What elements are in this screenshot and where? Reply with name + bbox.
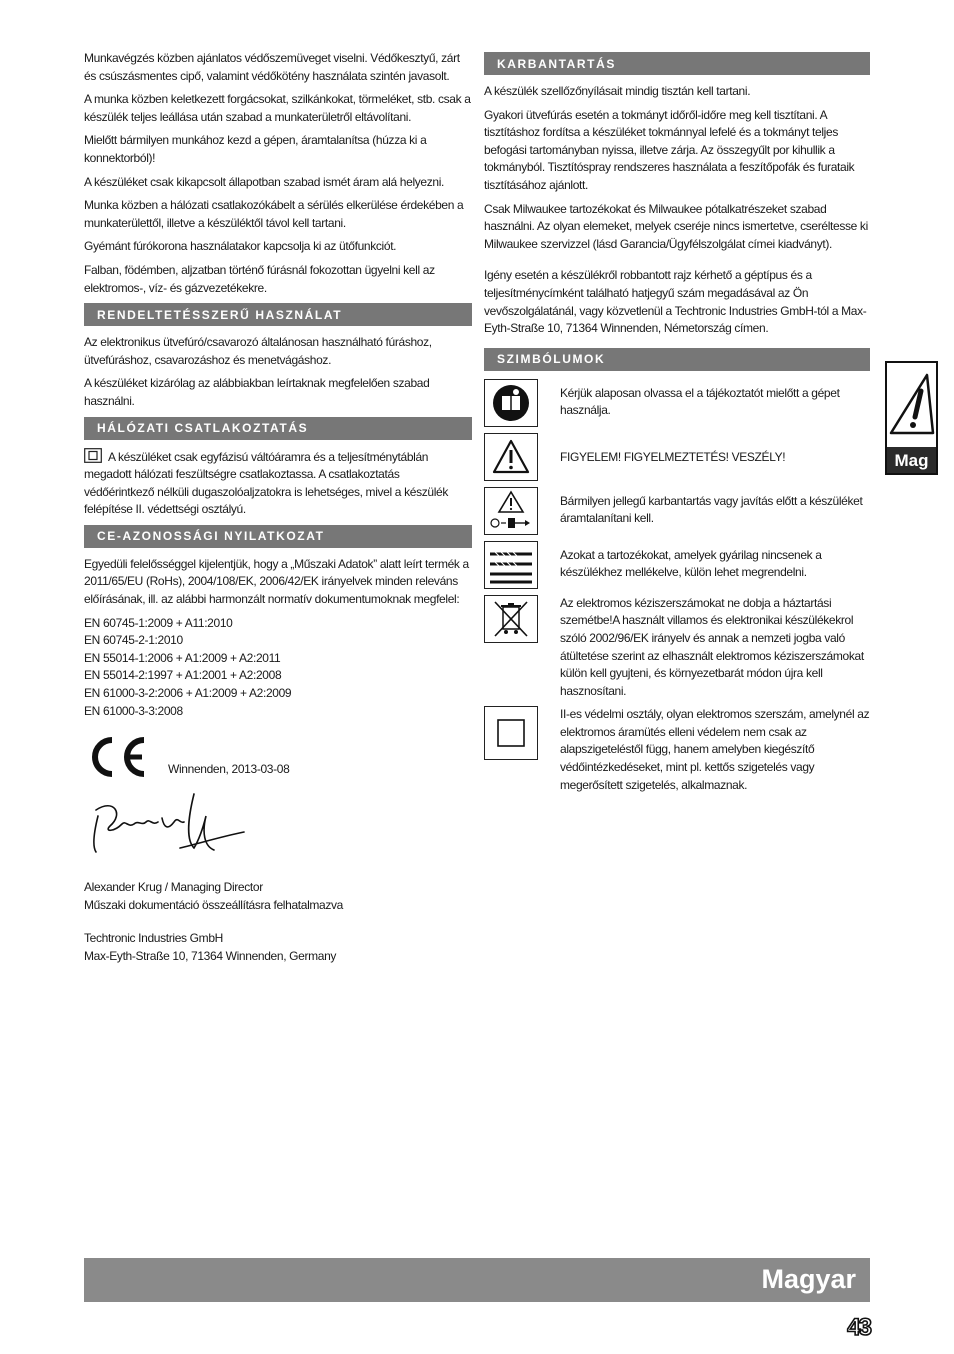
symbol-text: Az elektromos kéziszerszámokat ne dobja a háztartási szemétbe!A használt villamos és elektronikai készülékekrol szóló 2002/96/EK irányelv és annak a nemzeti jogba való átültetése szerint az elhasznált elektromos kéziszerszámokat külön kell gyujteni, és környezetbarát módon újra kell hasznosítani.	[560, 595, 864, 698]
symbol-text: II-es védelmi osztály, olyan elektromos szerszám, amelynél az elektromos áramütés elleni védelem nem csak az alapszigeteléstől függ, hanem amelyben kiegészítő védőintézkedéseket, mint pl. kettős szigetelés vagy megerősített szigetelés, alkalmaznak.	[560, 707, 870, 792]
standard-item: EN 61000-3-2:2006 + A1:2009 + A2:2009	[84, 686, 292, 701]
class-ii-small-icon	[84, 448, 102, 463]
section-heading-intended-use: RENDELTETÉSSZERŰ HASZNÁLAT	[84, 303, 472, 326]
paragraph: Gyakori ütvefúrás esetén a tokmányt időről-időre meg kell tisztítani. A tisztításhoz fordítsa a készüléket tokmánnyal lefelé és a tokmányt teljes befogási tartományban nyissa, illetve zárja. Az összegyűlt por kihullik a tokmányból. Tisztítóspray rendszeres használata a feszítőpofák és furataik tisztításához ajánlott.	[484, 107, 855, 192]
paragraph: A készüléket kizárólag az alábbiakban leírtaknak megfelelően szabad használni.	[84, 376, 430, 408]
standards-list	[84, 615, 472, 721]
symbol-row	[484, 487, 870, 535]
class-ii-icon	[484, 706, 538, 760]
symbol-row	[484, 541, 870, 589]
paragraph: A munka közben keletkezett forgácsokat, szilkánkokat, törmeléket, stb. csak a készülék teljes leállása után szabad a munkaterületről eltávolítani.	[84, 92, 471, 124]
footer-bar	[84, 1258, 870, 1302]
standard-item: EN 61000-3-3:2008	[84, 703, 183, 718]
weee-bin-icon	[484, 595, 538, 643]
standard-item: EN 60745-1:2009 + A11:2010	[84, 615, 233, 630]
signature	[84, 788, 472, 873]
section-heading-maintenance: KARBANTARTÁS	[484, 52, 870, 75]
page-number: 43	[847, 1314, 870, 1341]
accessories-icon	[484, 541, 538, 589]
language-side-tab	[885, 361, 938, 475]
symbol-text: Azokat a tartozékokat, amelyek gyárilag nincsenek a készülékhez mellékelve, külön lehet megrendelni.	[560, 547, 822, 580]
symbol-text: FIGYELEM! FIGYELMEZTETÉS! VESZÉLY!	[560, 449, 786, 464]
read-manual-icon	[484, 379, 538, 427]
ce-paragraph: Egyedüli felelősséggel kijelentjük, hogy a „Műszaki Adatok” alatt leírt termék a 2011/65/EU (RoHs), 2004/108/EK, 2006/42/EK irányelvek minden releváns előírásának, ill. az alábbi harmonzált normatív dokumentumoknak megfelel:	[84, 556, 469, 607]
paragraph: Munka közben a hálózati csatlakozókábelt a sérülés elkerülése érdekében a munkaterülettől, illetve a készüléktől távol kell tartani.	[84, 198, 464, 230]
symbol-text: Kérjük alaposan olvassa el a tájékoztatót mielőtt a gépet használja.	[560, 385, 840, 418]
symbol-row	[484, 595, 870, 701]
mains-paragraph	[84, 448, 472, 519]
warning-triangle-icon	[887, 363, 936, 447]
unplug-warning-icon	[484, 487, 538, 535]
paragraph: Gyémánt fúrókorona használatakor kapcsolja ki az ütőfunkciót.	[84, 239, 397, 254]
warning-icon	[484, 433, 538, 481]
symbol-row	[484, 706, 870, 794]
paragraph: Mielőtt bármilyen munkához kezd a gépen, áramtalanítsa (húzza ki a konnektorból)!	[84, 133, 427, 165]
left-column	[84, 50, 472, 972]
paragraph: A készüléket csak kikapcsolt állapotban szabad ismét áram alá helyezni.	[84, 174, 445, 189]
standard-item: EN 60745-2-1:2010	[84, 633, 183, 648]
standard-item: EN 55014-1:2006 + A1:2009 + A2:2011	[84, 650, 281, 665]
standard-item: EN 55014-2:1997 + A1:2001 + A2:2008	[84, 668, 282, 683]
section-heading-mains: HÁLÓZATI CSATLAKOZTATÁS	[84, 417, 472, 440]
paragraph: Falban, födémben, aljzatban történő fúrásnál fokozottan ügyelni kell az elektromos-, víz- és gázvezetékekre.	[84, 262, 435, 295]
ce-row	[84, 734, 472, 780]
place-date: Winnenden, 2013-03-08	[168, 761, 290, 776]
paragraph: Az elektronikus ütvefúró/csavarozó általánosan használható fúráshoz, ütvefúráshoz, csavarozáshoz és menetvágáshoz.	[84, 335, 432, 367]
section-heading-ce: CE-AZONOSSÁGI NYILATKOZAT	[84, 525, 472, 548]
symbol-text: Bármilyen jellegű karbantartás vagy javítás előtt a készüléket áramtalanítani kell.	[560, 493, 863, 526]
paragraph: Csak Milwaukee tartozékokat és Milwaukee pótalkatrészeket szabad használni. Az olyan elemeket, melyek cseréje nincs ismertetve, cseréltesse ki Milwaukee szervizzel (lásd Garancia/Ügyfélszolgálat címei kiadványt).	[484, 201, 868, 251]
footer-language-title: Magyar	[761, 1264, 856, 1294]
side-tab-label: Mag	[894, 451, 929, 470]
right-column	[484, 52, 870, 800]
ce-mark-icon	[84, 734, 150, 780]
section-heading-symbols: SZIMBÓLUMOK	[484, 348, 870, 371]
signer-info: Alexander Krug / Managing Director Műszaki dokumentáció összeállításra felhatalmazva	[84, 880, 343, 912]
paragraph: Igény esetén a készülékről robbantott rajz kérhető a géptípus és a teljesítménycímként található hatjegyű szám megadásával az Ön vevőszolgálatánál, vagy közvetlenül a Techtronic Industries GmbH-tól a Max-Eyth-Straße 10, 71364 Winnenden, Németország címen.	[484, 268, 867, 336]
symbol-row	[484, 433, 870, 481]
company-address: Techtronic Industries GmbH Max-Eyth-Straße 10, 71364 Winnenden, Germany	[84, 931, 337, 963]
symbol-row	[484, 379, 870, 427]
paragraph: A készülék szellőzőnyílásait mindig tisztán kell tartani.	[484, 84, 751, 98]
signature-image	[84, 788, 254, 868]
mains-text: A készüléket csak egyfázisú váltóáramra és a teljesítménytáblán megadott hálózati feszültségre csatlakoztassa. A csatlakoztatás védőérintkező nélküli dugaszolóaljzatokra is lehetséges, mivel a készülék felépítése II. védettségi osztályú.	[84, 449, 448, 517]
paragraph: Munkavégzés közben ajánlatos védőszemüveget viselni. Védőkesztyű, zárt és csúszásmentes cipő, valamint védőkötény használata szintén javasolt.	[84, 51, 460, 83]
